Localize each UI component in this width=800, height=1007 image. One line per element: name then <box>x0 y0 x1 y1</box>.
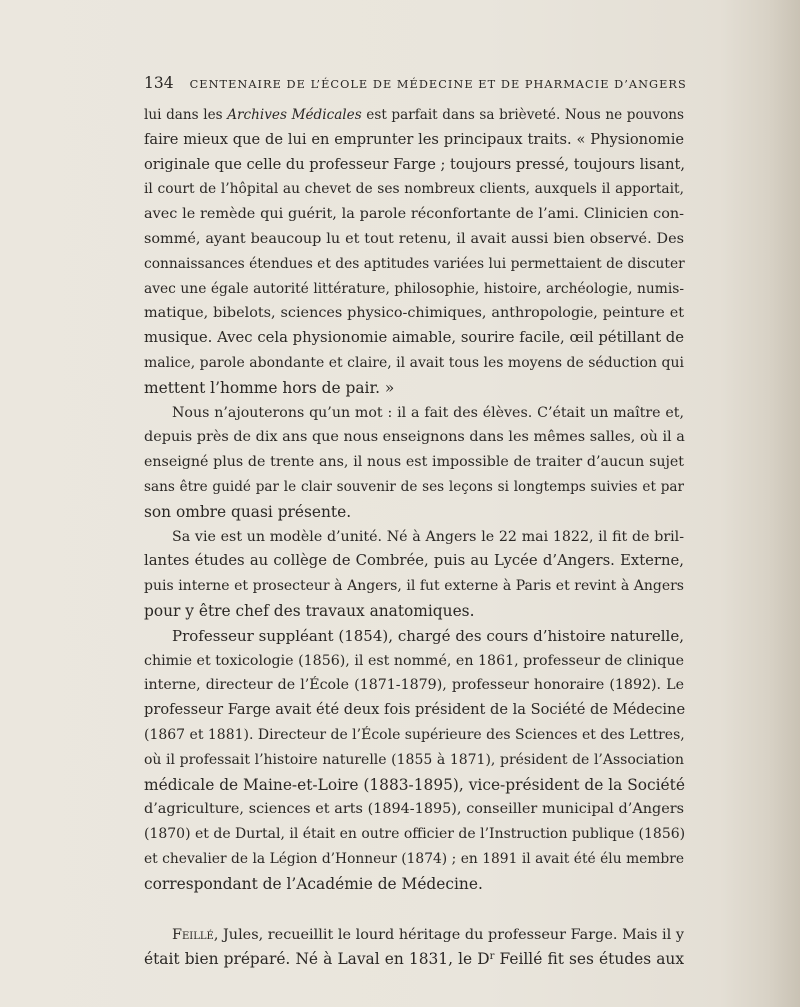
text-line: pour y être chef des travaux anatomiques. <box>144 601 475 620</box>
text-line: lantes études au collège de Combrée, puis au Lycée d’Angers. Externe, <box>144 552 684 570</box>
text-line: il court de l’hôpital au chevet de ses nombreux clients, auxquels il apportait, <box>144 181 684 198</box>
text-line: mettent l’homme hors de pair. » <box>144 378 395 397</box>
section-gap <box>144 897 684 923</box>
text-line: originale que celle du professeur Farge ; toujours pressé, toujours lisant, <box>144 155 686 173</box>
text-line: malice, parole abondante et claire, il avait tous les moyens de séduction qui <box>144 354 684 371</box>
text-segment: Feillé fit ses études aux <box>494 950 685 969</box>
text-line <box>144 947 684 972</box>
text-line <box>144 103 684 128</box>
text-line: (1867 et 1881). Directeur de l’École supérieure des Sciences et des Lettres, <box>144 726 685 743</box>
text-line: Professeur suppléant (1854), chargé des cours d’histoire naturelle, <box>172 626 684 645</box>
text-line: puis interne et prosecteur à Angers, il fut externe à Paris et revint à Angers <box>144 578 684 595</box>
text-line: où il professait l’histoire naturelle (1855 à 1871), président de l’Association <box>144 751 684 768</box>
text-line: interne, directeur de l’École (1871-1879), professeur honoraire (1892). Le <box>144 677 684 694</box>
text-segment: était bien préparé. Né à Laval en 1831, le D <box>144 950 490 969</box>
text-line: d’agriculture, sciences et arts (1894-1895), conseiller municipal d’Angers <box>144 801 684 818</box>
text-line: avec une égale autorité littérature, philosophie, histoire, archéologie, numis- <box>144 280 684 297</box>
text-line: Nous n’ajouterons qu’un mot : il a fait des élèves. C’était un maître et, <box>172 404 684 421</box>
text-segment: est parfait dans sa brièveté. Nous ne pouvons <box>361 107 684 123</box>
text-line: connaissances étendues et des aptitudes variées lui permettaient de discuter <box>144 255 685 272</box>
superscript: r <box>489 951 495 963</box>
text-line: correspondant de l’Académie de Médecine. <box>144 874 483 893</box>
page-header <box>144 74 687 100</box>
text-line <box>144 923 684 948</box>
text-line: sommé, ayant beaucoup lu et tout retenu, il avait aussi bien observé. Des <box>144 230 684 247</box>
text-line: enseigné plus de trente ans, il nous est impossible de traiter d’aucun sujet <box>144 454 684 471</box>
text-line: matique, bibelots, sciences physico-chimiques, anthropologie, peinture et <box>144 305 684 322</box>
text-line: Sa vie est un modèle d’unité. Né à Angers le 22 mai 1822, il fit de bril- <box>172 528 684 545</box>
page-number: 134 <box>144 74 174 92</box>
text-line: sans être guidé par le clair souvenir de ses leçons si longtemps suivies et par <box>144 478 684 495</box>
text-line: professeur Farge avait été deux fois président de la Société de Médecine <box>144 701 686 719</box>
text-segment: lui dans les <box>144 107 228 123</box>
journal-title: Archives Médicales <box>227 107 362 123</box>
text-line: musique. Avec cela physionomie aimable, sourire facile, œil pétillant de <box>144 329 684 347</box>
text-line: depuis près de dix ans que nous enseignons dans les mêmes salles, où il a <box>144 429 685 446</box>
text-line: médicale de Maine-et-Loire (1883-1895), vice-président de la Société <box>144 775 685 794</box>
text-line: et chevalier de la Légion d’Honneur (1874) ; en 1891 il avait été élu membre <box>144 850 684 867</box>
text-line: (1870) et de Durtal, il était en outre officier de l’Instruction publique (1856) <box>144 826 686 843</box>
text-line: avec le remède qui guérit, la parole réconfortante de l’ami. Clinicien con- <box>144 206 684 223</box>
text-line: chimie et toxicologie (1856), il est nommé, en 1861, professeur de clinique <box>144 652 684 669</box>
running-head: CENTENAIRE DE L’ÉCOLE DE MÉDECINE ET DE PHARMACIE D’ANGERS <box>189 78 687 91</box>
text-segment: , Jules, recueillit le lourd héritage du professeur Farge. Mais il y <box>213 926 684 943</box>
text-line: faire mieux que de lui en emprunter les principaux traits. « Physionomie <box>144 130 684 148</box>
text-line: son ombre quasi présente. <box>144 502 352 521</box>
body-text <box>144 103 684 972</box>
person-name: Feillé <box>172 926 214 943</box>
